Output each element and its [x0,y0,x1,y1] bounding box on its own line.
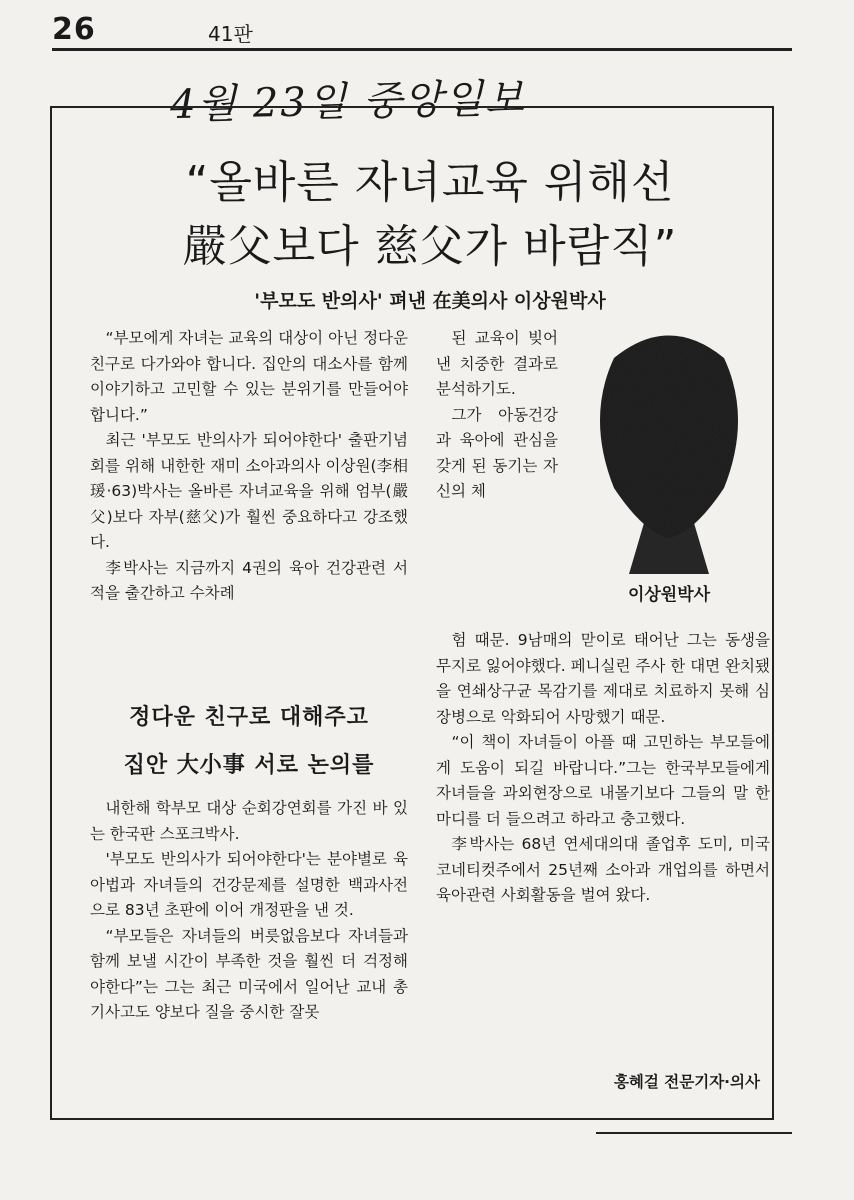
right-column [436,628,770,909]
paragraph: 그가 아동건강과 육아에 관심을 갖게 된 동기는 자신의 체 [436,405,558,500]
left-column-top [90,326,408,607]
bottom-rule [596,1132,792,1134]
paragraph: 李박사는 68년 연세대의대 졸업후 도미, 미국 코네티컷주에서 25년째 소아과 개업의를 하면서 육아관련 사회활동을 벌여 왔다. [436,835,770,904]
paragraph: “이 책이 자녀들이 아플 때 고민하는 부모들에게 도움이 되길 바랍니다.”그는 한국부모들에게 자녀들을 과외현장으로 내몰기보다 그들의 말 한마디를 더 들으려고 하라고 충고했다. [436,733,770,828]
paragraph: 李박사는 지금까지 4권의 육아 건강관련 서적을 출간하고 수차례 [90,558,408,602]
byline: 홍혜걸 전문기자·의사 [613,1073,760,1091]
top-rule [52,48,792,51]
callout-line-2: 집안 大小事 서로 논의를 [123,753,375,778]
paragraph: '부모도 반의사가 되어야한다'는 분야별로 육아법과 자녀들의 건강문제를 설명한 백과사전으로 83년 초판에 이어 개정판을 낸 것. [90,850,408,919]
subheadline: '부모도 반의사' 펴낸 在美의사 이상원박사 [254,290,606,312]
left-column-bottom [90,796,408,1026]
headline-line-2: 嚴父보다 慈父가 바람직” [182,221,678,272]
portrait-photo [574,318,764,574]
paragraph: 내한해 학부모 대상 순회강연회를 가진 바 있는 한국판 스포크박사. [90,799,408,843]
page-number: 26 [52,12,96,47]
edition-label: 41판 [208,22,253,46]
headline-line-1: “올바른 자녀교육 위해선 [185,157,675,208]
paragraph: 험 때문. 9남매의 맏이로 태어난 그는 동생을 무지로 잃어야했다. 페니실린 주사 한 대면 완치됐을 연쇄상구균 목감기를 제대로 치료하지 못해 심장병으로 악화되어 사망했기 때문. [436,631,770,726]
handwritten-note: 4월 23일 중앙일보 [169,75,527,129]
paragraph: 최근 '부모도 반의사가 되어야한다' 출판기념회를 위해 내한한 재미 소아과의사 이상원(李相瑗·63)박사는 올바른 자녀교육을 위해 엄부(嚴父)보다 자부(慈父)가 훨씬 중요하다고 강조했다. [90,431,408,551]
paragraph: “부모들은 자녀들의 버릇없음보다 자녀들과 함께 보낼 시간이 부족한 것을 훨씬 더 걱정해야한다”는 그는 최근 미국에서 일어난 교내 총기사고도 양보다 질을 중시한 잘못 [90,926,408,1021]
photo-caption: 이상원박사 [627,585,711,605]
middle-column [436,326,558,505]
paragraph: “부모에게 자녀는 교육의 대상이 아닌 정다운 친구로 다가와야 합니다. 집안의 대소사를 함께 이야기하고 고민할 수 있는 분위기를 만들어야 합니다.” [90,329,408,424]
callout-line-1: 정다운 친구로 대해주고 [129,705,369,730]
paragraph: 된 교육이 빚어낸 치중한 결과로 분석하기도. [436,329,558,398]
